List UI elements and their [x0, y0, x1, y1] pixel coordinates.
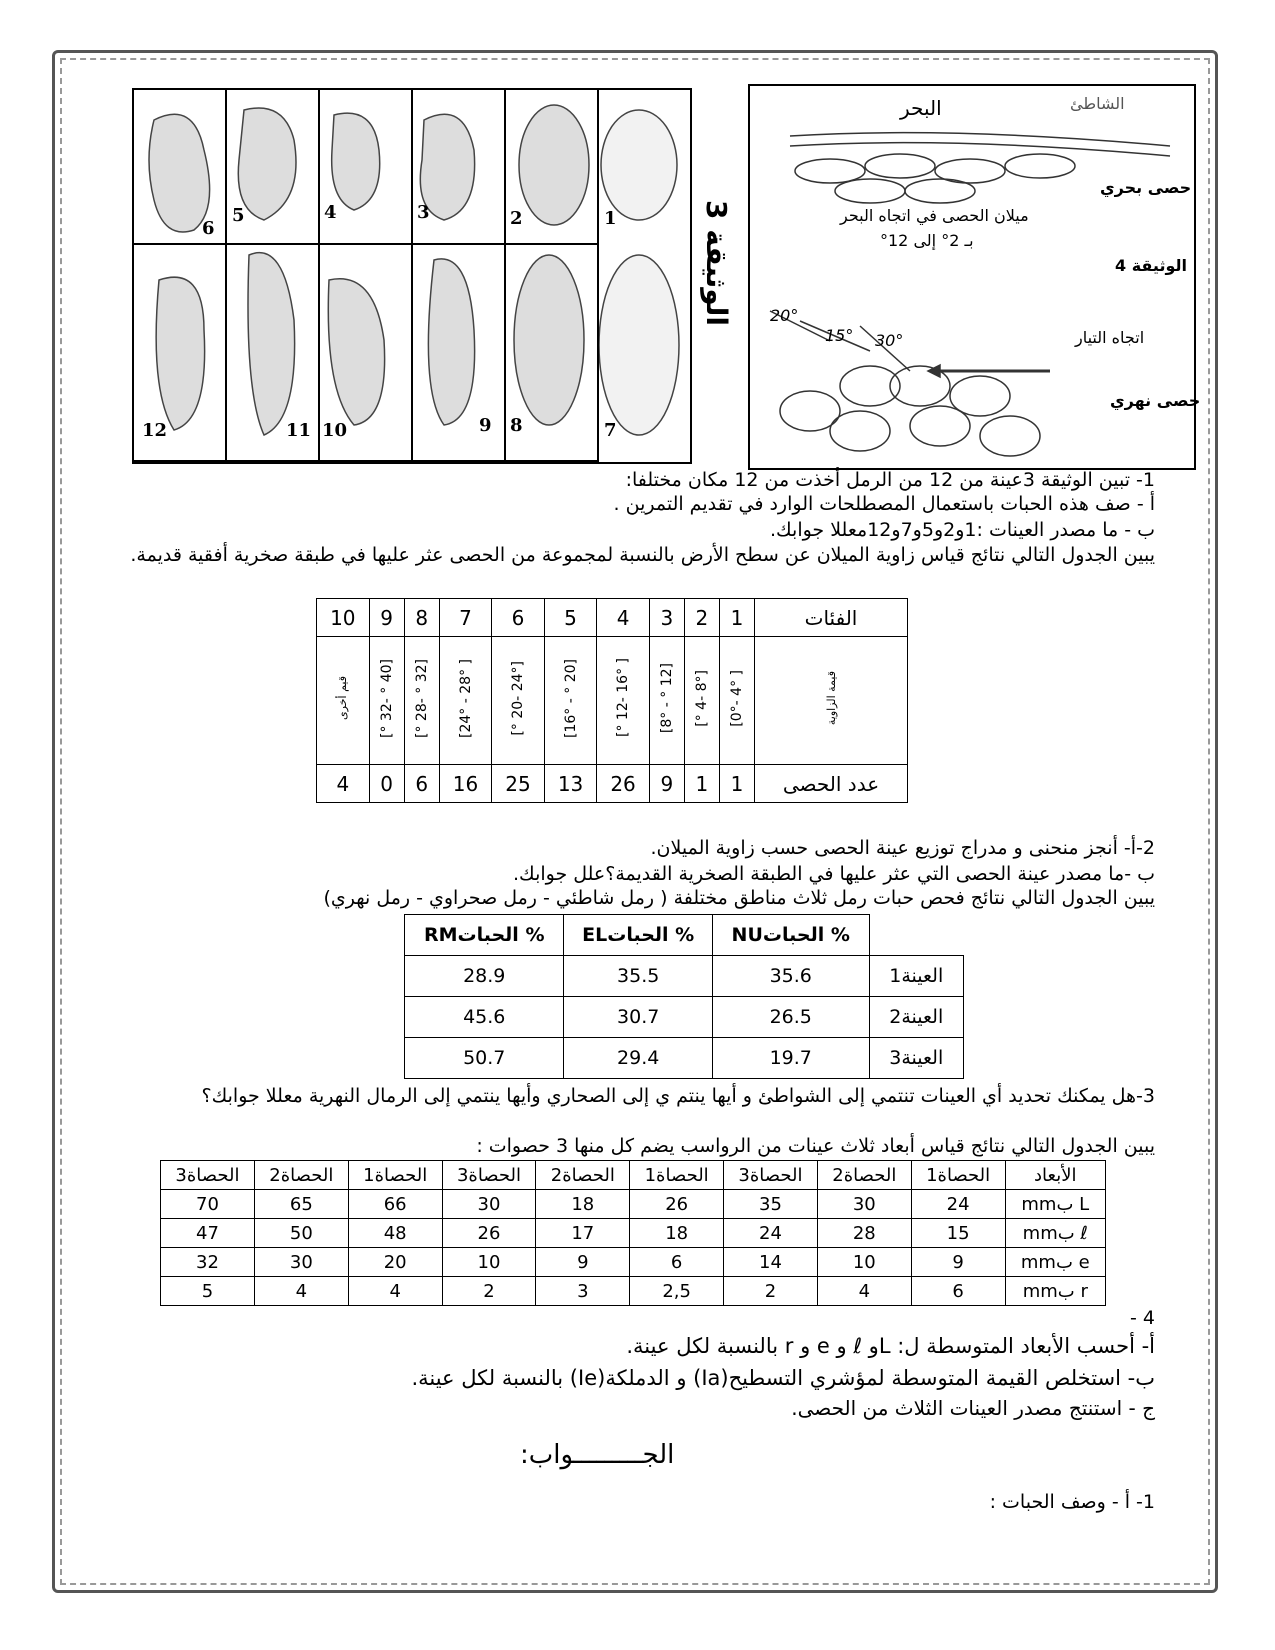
t2-row-label: العينة3 — [869, 1038, 964, 1079]
q2-b: ب -ما مصدر عينة الحصى التي عثر عليها في الطبقة الصخرية القديمة؟علل جوابك. — [513, 863, 1155, 885]
t3-cell: 6 — [630, 1248, 724, 1277]
t3-cell: 18 — [536, 1190, 630, 1219]
t3-cell: 4 — [348, 1277, 442, 1306]
table2-intro: يبين الجدول التالي نتائج فحص حبات رمل ثلاث مناطق مختلفة ( رمل شاطئي - رمل صحراوي - رمل نهري) — [323, 887, 1155, 909]
t2-header: % الحباتRM — [405, 915, 564, 956]
t3-cell: ℓ بmm — [1005, 1219, 1105, 1248]
t3-cell: 6 — [911, 1277, 1005, 1306]
t1-angle: [40 ° -32 °] — [378, 658, 395, 738]
table1-intro: يبين الجدول التالي نتائج قياس زاوية الميلان عن سطح الأرض بالنسبة لمجموعة من الحصى عثر عليها في طبقة صخرية أفقية قديمة. — [130, 544, 1155, 566]
t3-cell: 24 — [724, 1219, 818, 1248]
t1-cat: 10 — [317, 599, 370, 637]
pebble-number: 11 — [286, 420, 312, 441]
pebble-number: 2 — [510, 208, 523, 229]
q4-a: أ- أحسب الأبعاد المتوسطة ل: Lو ℓ و e و r بالنسبة لكل عينة. — [626, 1334, 1155, 1358]
t1-count: 26 — [597, 765, 650, 803]
t1-cat: 3 — [649, 599, 684, 637]
t3-cell: 2 — [724, 1277, 818, 1306]
t3-header: الحصاة2 — [536, 1161, 630, 1190]
document-4-label: الوثيقة 4 — [1115, 256, 1187, 275]
t2-cell: 45.6 — [405, 997, 564, 1038]
t2-cell: 30.7 — [564, 997, 713, 1038]
t3-cell: 30 — [254, 1248, 348, 1277]
angle-20: 20° — [770, 306, 799, 325]
tilt-label-2: بـ 2° إلى 12° — [880, 231, 974, 250]
t3-cell: 50 — [254, 1219, 348, 1248]
t3-cell: e بmm — [1005, 1248, 1105, 1277]
t3-cell: 5 — [161, 1277, 255, 1306]
t3-cell: 35 — [724, 1190, 818, 1219]
t1-count: 16 — [439, 765, 492, 803]
current-direction-label: اتجاه التيار — [1075, 328, 1145, 347]
t1-angle: [32 ° -28 °] — [413, 658, 430, 738]
t3-cell: 32 — [161, 1248, 255, 1277]
document-4-figure — [748, 84, 1201, 470]
t1-count: 13 — [544, 765, 597, 803]
t3-header: الحصاة3 — [161, 1161, 255, 1190]
t3-header: الحصاة2 — [254, 1161, 348, 1190]
answer-first-line: 1- أ - وصف الحبات : — [989, 1491, 1155, 1513]
q1-b: ب - ما مصدر العينات :1و2و5و7و12معللا جوابك. — [769, 519, 1155, 541]
q4-c: ج - استنتج مصدر العينات الثلاث من الحصى. — [791, 1396, 1155, 1420]
pebble-number: 9 — [479, 415, 492, 436]
t3-header: الحصاة2 — [817, 1161, 911, 1190]
t3-header: الحصاة1 — [911, 1161, 1005, 1190]
t1-row3-label: عدد الحصى — [755, 765, 908, 803]
t3-header: الحصاة3 — [724, 1161, 818, 1190]
t3-cell: 20 — [348, 1248, 442, 1277]
t1-angle: [ 28° - 24°] — [457, 658, 474, 738]
t3-cell: 26 — [442, 1219, 536, 1248]
t1-row2-label: قيمة الزاوية — [824, 670, 838, 726]
pebble-number: 5 — [232, 205, 245, 226]
t3-cell: 10 — [442, 1248, 536, 1277]
t2-cell: 26.5 — [712, 997, 869, 1038]
pebble-number: 6 — [202, 218, 215, 239]
t3-cell: 10 — [817, 1248, 911, 1277]
beach-label: الشاطئ — [1070, 94, 1125, 113]
t1-count: 25 — [492, 765, 545, 803]
t3-header: الحصاة3 — [442, 1161, 536, 1190]
angle-table — [316, 598, 908, 803]
angle-30: 30° — [875, 331, 904, 350]
sea-label: البحر — [900, 96, 942, 120]
t1-count: 1 — [719, 765, 754, 803]
t3-cell: 3 — [536, 1277, 630, 1306]
t1-angle: [8° -4 °] — [693, 669, 710, 727]
t2-cell: 28.9 — [405, 956, 564, 997]
t3-cell: 2,5 — [630, 1277, 724, 1306]
t1-count: 0 — [369, 765, 404, 803]
t2-cell: 19.7 — [712, 1038, 869, 1079]
t3-cell: 4 — [254, 1277, 348, 1306]
t1-angle: قيم أخرى — [336, 676, 350, 720]
t3-cell: 70 — [161, 1190, 255, 1219]
q1-a: أ - صف هذه الحبات باستعمال المصطلحات الوارد في تقديم التمرين . — [613, 493, 1155, 515]
t1-count: 6 — [404, 765, 439, 803]
t2-cell: 50.7 — [405, 1038, 564, 1079]
table3-intro: يبين الجدول التالي نتائج قياس أبعاد ثلاث عينات من الرواسب يضم كل منها 3 حصوات : — [476, 1135, 1155, 1157]
t1-count: 1 — [684, 765, 719, 803]
t1-row1-label: الفئات — [755, 599, 908, 637]
t3-header: الحصاة1 — [348, 1161, 442, 1190]
q1-intro: 1- تبين الوثيقة 3عينة من 12 من الرمل أخذت من 12 مكان مختلفا: — [625, 469, 1155, 491]
t3-cell: 47 — [161, 1219, 255, 1248]
t3-cell: 9 — [911, 1248, 1005, 1277]
t1-angle: [20 ° - 16°] — [562, 658, 579, 738]
t1-cat: 5 — [544, 599, 597, 637]
t3-cell: 15 — [911, 1219, 1005, 1248]
q2-a: 2-أ- أنجز منحنى و مدراج توزيع عينة الحصى حسب زاوية الميلان. — [650, 837, 1155, 859]
t3-header: الحصاة1 — [630, 1161, 724, 1190]
t2-row-label: العينة1 — [869, 956, 964, 997]
tilt-label-1: ميلان الحصى في اتجاه البحر — [840, 206, 1029, 225]
q3-text: 3-هل يمكنك تحديد أي العينات تنتمي إلى الشواطئ و أيها ينتم ي إلى الصحاري وأيها ينتمي إلى الرمال النهرية معللا جوابك؟ — [201, 1085, 1155, 1107]
t3-cell: 48 — [348, 1219, 442, 1248]
pebble-number: 8 — [510, 415, 523, 436]
pebble-number: 12 — [142, 420, 168, 441]
t1-cat: 2 — [684, 599, 719, 637]
river-pebbles-label: حصى نهري — [1110, 391, 1201, 410]
marine-pebbles-label: حصى بحري — [1100, 178, 1192, 197]
angle-15: 15° — [825, 326, 854, 345]
pebble-number: 1 — [604, 208, 617, 229]
answer-title: الجـــــــــواب: — [520, 1440, 675, 1470]
pebble-number: 7 — [604, 420, 617, 441]
t1-cat: 1 — [719, 599, 754, 637]
t3-cell: 66 — [348, 1190, 442, 1219]
t1-count: 4 — [317, 765, 370, 803]
t3-cell: 26 — [630, 1190, 724, 1219]
document-3-title: الوثيقة 3 — [700, 200, 733, 326]
t1-cat: 4 — [597, 599, 650, 637]
beach-diagram — [750, 86, 1194, 468]
t1-cat: 9 — [369, 599, 404, 637]
pebble-number: 10 — [322, 420, 348, 441]
sand-grains-table — [404, 914, 964, 1079]
q4-number: 4 - — [1130, 1307, 1155, 1329]
t3-cell: r بmm — [1005, 1277, 1105, 1306]
t2-header: % الحباتEL — [564, 915, 713, 956]
t3-cell: L بmm — [1005, 1190, 1105, 1219]
document-3-figure — [132, 88, 692, 464]
t1-cat: 7 — [439, 599, 492, 637]
t2-cell: 35.5 — [564, 956, 713, 997]
t1-count: 9 — [649, 765, 684, 803]
t2-row-label: العينة2 — [869, 997, 964, 1038]
t1-cat: 8 — [404, 599, 439, 637]
t2-cell: 35.6 — [712, 956, 869, 997]
t3-cell: 30 — [442, 1190, 536, 1219]
t3-header: الأبعاد — [1005, 1161, 1105, 1190]
pebble-number: 4 — [324, 202, 337, 223]
t1-angle: [12 ° - 8°] — [658, 662, 675, 734]
t1-angle: [ 4° -0°] — [728, 669, 745, 727]
t3-cell: 24 — [911, 1190, 1005, 1219]
t3-cell: 30 — [817, 1190, 911, 1219]
t3-cell: 9 — [536, 1248, 630, 1277]
t1-angle: [ 16° -12 °] — [615, 658, 632, 738]
t3-cell: 18 — [630, 1219, 724, 1248]
t3-cell: 65 — [254, 1190, 348, 1219]
t3-cell: 17 — [536, 1219, 630, 1248]
t2-header: % الحباتNU — [712, 915, 869, 956]
t3-cell: 2 — [442, 1277, 536, 1306]
q4-b: ب- استخلص القيمة المتوسطة لمؤشري التسطيح(Ia) و الدملكة(Ie) بالنسبة لكل عينة. — [411, 1366, 1155, 1390]
t1-cat: 6 — [492, 599, 545, 637]
t3-cell: 14 — [724, 1248, 818, 1277]
t3-cell: 28 — [817, 1219, 911, 1248]
t1-angle: [24° -20 °] — [510, 660, 527, 736]
t3-cell: 4 — [817, 1277, 911, 1306]
pebble-dimensions-table — [160, 1160, 1106, 1306]
pebble-number: 3 — [417, 202, 430, 223]
t2-cell: 29.4 — [564, 1038, 713, 1079]
